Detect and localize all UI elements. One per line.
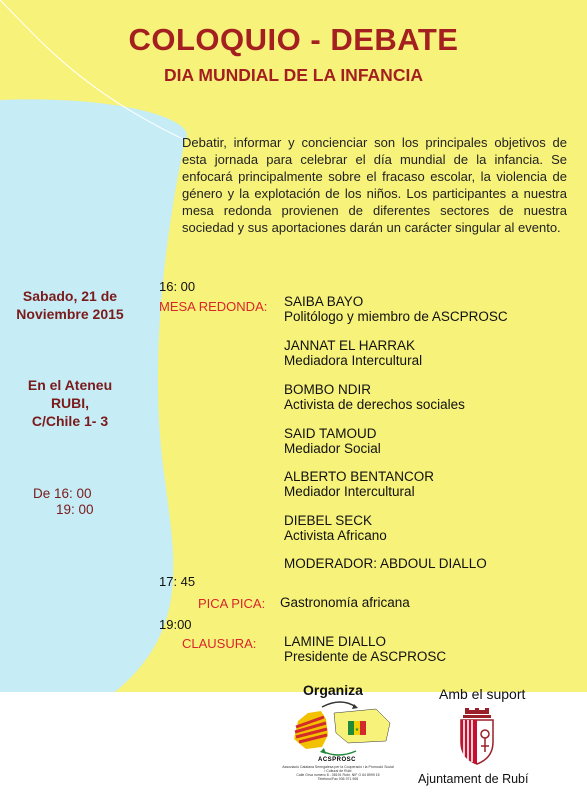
speaker-name: BOMBO NDIR	[284, 382, 372, 397]
speaker-desc: Mediador Intercultural	[284, 484, 415, 499]
ajuntament-label: Ajuntament de Rubí	[418, 772, 529, 786]
clausura-label: CLAUSURA:	[182, 636, 257, 651]
speaker-name: SAID TAMOUD	[284, 426, 377, 441]
amb-el-suport-label: Amb el suport	[439, 686, 526, 702]
venue-line: En el Ateneu	[27, 377, 113, 393]
speaker	[284, 338, 422, 368]
speaker-desc: Activista de derechos sociales	[284, 397, 465, 412]
page-title: COLOQUIO - DEBATE	[128, 22, 459, 57]
time-slot: 16: 00	[159, 279, 196, 294]
pica-pica-text: Gastronomía africana	[280, 595, 410, 610]
time-slot: 17: 45	[159, 574, 196, 589]
speaker-desc: Politólogo y miembro de ASCPROSC	[284, 309, 508, 324]
acsprosc-small: Associació Catalana Senegalesa per la Cooperació i la Promoció Social i Cultural de Rubí	[282, 765, 394, 773]
date-line: Sabado, 21 de	[22, 288, 118, 304]
speaker-desc: Mediadora Intercultural	[284, 353, 423, 368]
speaker-name: SAIBA BAYO	[284, 294, 364, 309]
clausura-speaker	[284, 634, 446, 664]
acsprosc-tel: Telefono/Fax 936 971 965	[317, 777, 359, 781]
mesa-redonda-label: MESA REDONDA:	[159, 299, 268, 314]
speaker-name: ALBERTO BENTANCOR	[284, 469, 435, 484]
venue-line: RUBI,	[50, 395, 90, 411]
speaker	[284, 513, 387, 543]
event-hours	[33, 486, 94, 518]
acsprosc-logo	[286, 699, 396, 759]
acsprosc-name: ACSPROSC	[318, 757, 357, 763]
event-date	[10, 287, 130, 323]
venue-line: C/Chile 1- 3	[31, 413, 109, 429]
speaker-desc: Activista Africano	[284, 528, 387, 543]
moderator: MODERADOR: ABDOUL DIALLO	[284, 556, 487, 571]
hours-line: De 16: 00	[33, 486, 92, 501]
pica-pica-label: PICA PICA:	[198, 596, 266, 611]
organiza-label: Organiza	[303, 682, 363, 698]
speaker-desc: Mediador Social	[284, 441, 381, 456]
speaker-name: DIEBEL SECK	[284, 513, 373, 528]
intro-paragraph: Debatir, informar y concienciar son los principales objetivos de esta jornada para celebrar el día mundial de la infancia. Se enfocará principalmente sobre el fracaso escolar, la violencia de género y la explotación de los niños. Los participantes a nuestra mesa redonda provienen de diferentes sectores de nuestra sociedad y sus aportaciones darán un carácter singular al evento.	[182, 135, 567, 235]
time-slot: 19:00	[159, 617, 192, 632]
speaker	[284, 426, 381, 456]
speaker-name: LAMINE DIALLO	[284, 634, 387, 649]
speaker	[284, 294, 508, 324]
acsprosc-addr: Calle Orsa numero 8 - 08191 Rubí. NIF G 64 8999 15	[296, 773, 380, 777]
speaker	[284, 382, 465, 412]
page-subtitle: DIA MUNDIAL DE LA INFANCIA	[164, 65, 423, 85]
date-line: Noviembre 2015	[16, 306, 124, 322]
svg-text:★: ★	[354, 727, 360, 733]
event-venue	[10, 376, 130, 430]
acsprosc-details	[282, 765, 394, 781]
hours-line: 19: 00	[56, 502, 94, 517]
speaker-name: JANNAT EL HARRAK	[284, 338, 416, 353]
rubi-crest-icon	[457, 708, 497, 766]
speaker-desc: Presidente de ASCPROSC	[284, 649, 447, 664]
speaker	[284, 469, 434, 499]
